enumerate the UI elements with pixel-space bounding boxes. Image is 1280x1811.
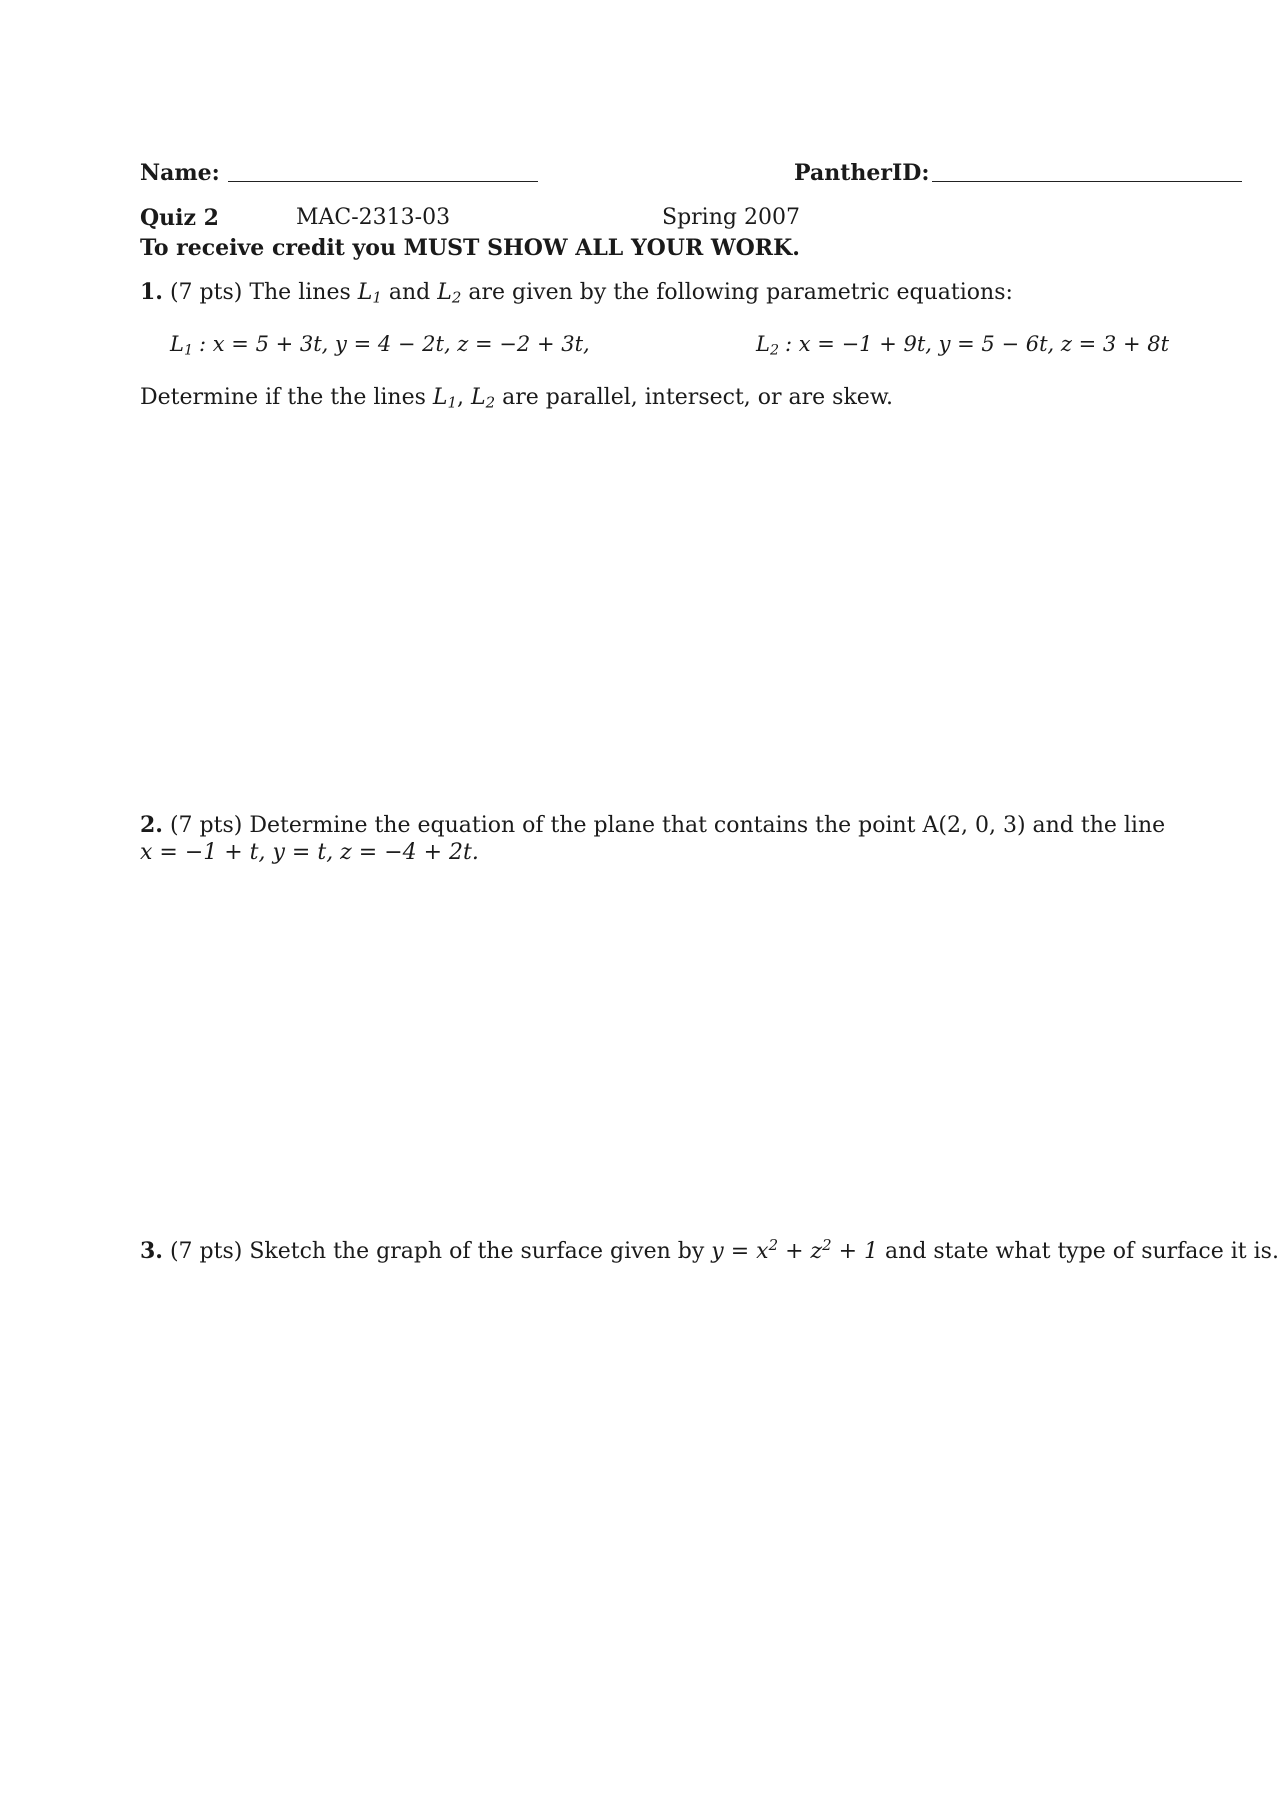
question-1-text-pre: The lines <box>249 280 351 305</box>
question-1-answer-area[interactable] <box>140 420 1240 800</box>
question-3-number: 3. <box>140 1238 163 1264</box>
question-1-text-and: and <box>388 280 431 305</box>
question-3-answer-area[interactable] <box>140 1290 1240 1730</box>
question-1-text-post: are given by the following parametric equations: <box>468 280 1013 305</box>
question-2-line-2: x = −1 + t, y = t, z = −4 + 2t. <box>140 840 479 865</box>
question-2-points: (7 pts) <box>169 813 243 838</box>
question-1-text <box>140 279 1013 305</box>
name-label: Name: <box>140 160 220 186</box>
line-1-name: $L_1$ <box>357 280 382 307</box>
question-2-number: 2. <box>140 812 163 838</box>
question-1-number: 1. <box>140 279 163 305</box>
line-2-name: $L_2$ <box>437 280 462 307</box>
course-code: MAC-2313-03 <box>296 205 451 230</box>
equation-line-1: $L_1$ : x = 5 + 3t, y = 4 − 2t, z = −2 + 3t, <box>170 332 590 359</box>
question-2-line-1: Determine the equation of the plane that contains the point A(2, 0, 3) and the line <box>249 813 1166 838</box>
question-1-points: (7 pts) <box>169 280 243 305</box>
question-3-text <box>140 1235 1279 1264</box>
question-3-text-pre: Sketch the graph of the surface given by <box>249 1239 705 1264</box>
quiz-title: Quiz 2 <box>140 205 219 231</box>
panther-id-label: PantherID: <box>794 160 930 186</box>
question-2-answer-area[interactable] <box>140 880 1240 1220</box>
equation-line-2: $L_2$ : x = −1 + 9t, y = 5 − 6t, z = 3 + 8t <box>756 332 1170 359</box>
question-3-points: (7 pts) <box>169 1239 243 1264</box>
term: Spring 2007 <box>662 205 800 230</box>
surface-equation: $y = x^2 + z^2 + 1$ <box>711 1235 879 1264</box>
panther-id-field[interactable] <box>932 181 1242 182</box>
instruction: To receive credit you MUST SHOW ALL YOUR WORK. <box>140 235 800 261</box>
name-field[interactable] <box>228 181 538 182</box>
question-3-text-post: and state what type of surface it is. <box>885 1239 1279 1264</box>
question-2-text <box>140 812 1165 838</box>
question-1-prompt: Determine if the the lines $L_1$, $L_2$ are parallel, intersect, or are skew. <box>140 385 894 412</box>
